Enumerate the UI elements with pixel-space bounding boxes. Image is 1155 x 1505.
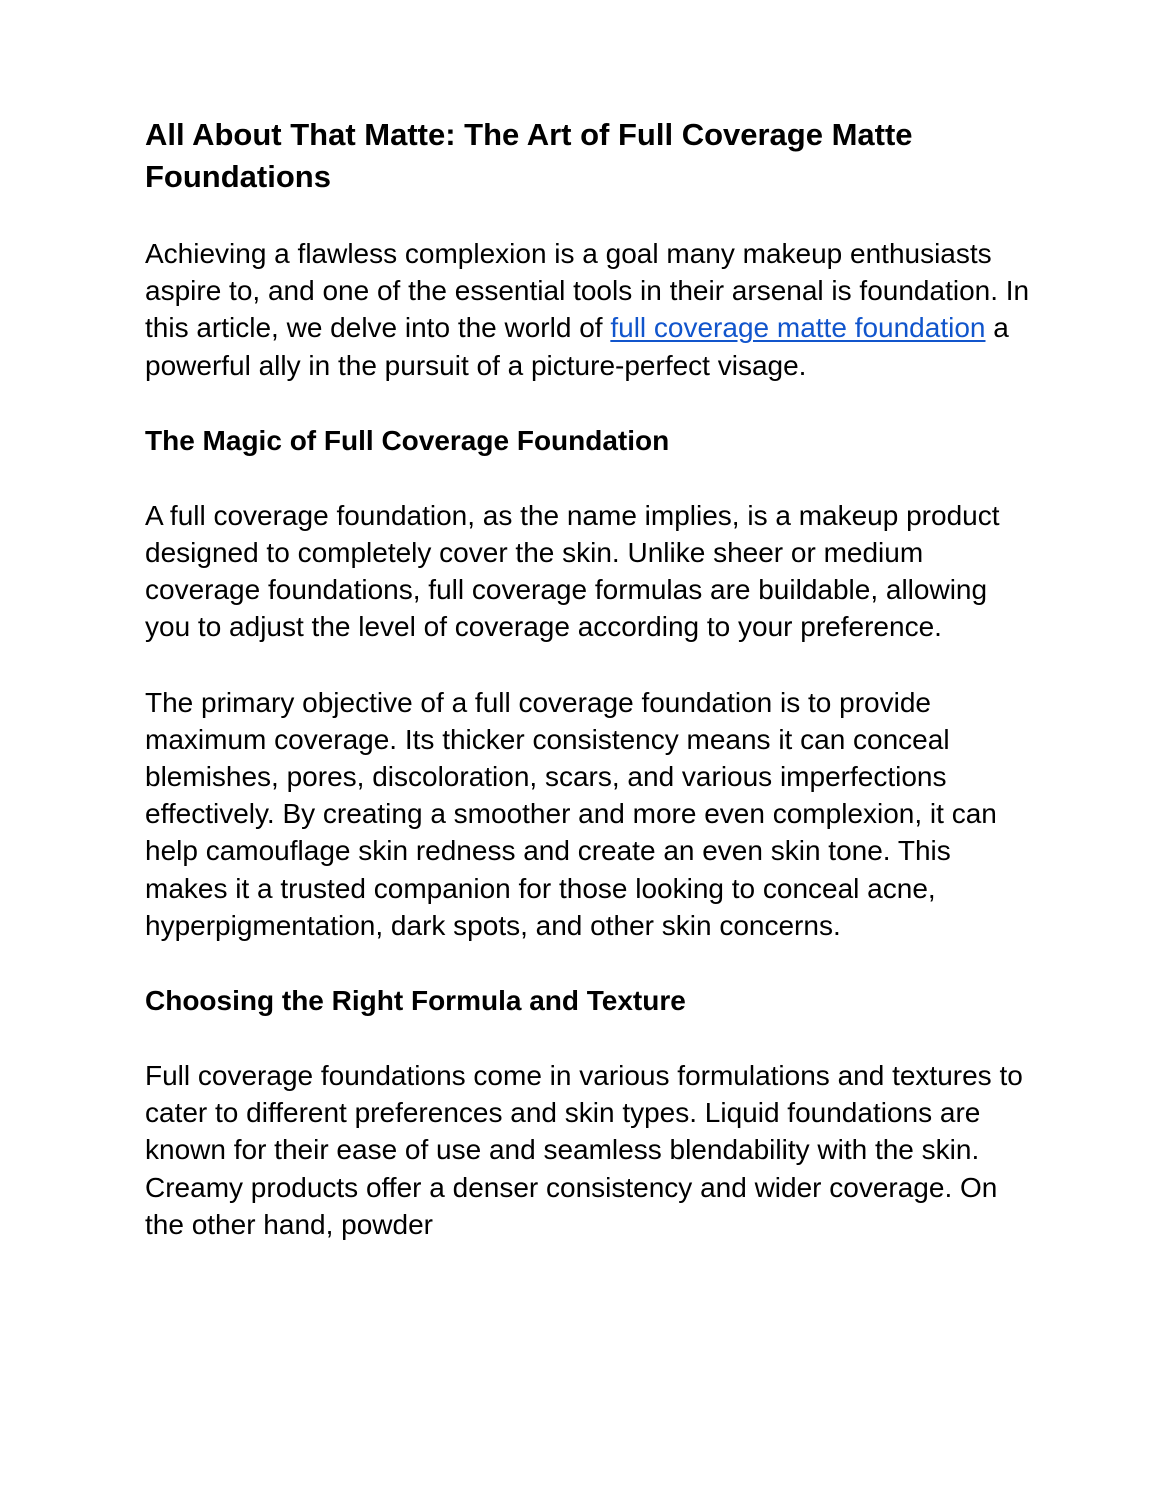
section-paragraph: A full coverage foundation, as the name implies, is a makeup product designed to completely cover the skin. Unlike sheer or medium coverage foundations, full coverage formulas are buildable, allowing you to adjust the level of coverage according to your preference. [145, 499, 1000, 643]
intro-text-after-link: a powerful ally in the pursuit of a picture-perfect visage. [145, 312, 1009, 381]
document-body [145, 114, 1035, 1243]
foundation-link[interactable]: full coverage matte foundation [610, 312, 986, 344]
page-title: All About That Matte: The Art of Full Coverage Matte Foundations [145, 117, 913, 194]
section-heading-choosing: Choosing the Right Formula and Texture [145, 985, 686, 1017]
section-paragraph: Full coverage foundations come in various formulations and textures to cater to different preferences and skin types. Liquid foundations are known for their ease of use and seamless blendability with the skin. Creamy products offer a denser consistency and wider coverage. On the other hand, powder [145, 1060, 1023, 1240]
section-heading-magic: The Magic of Full Coverage Foundation [145, 424, 670, 456]
intro-paragraph [145, 235, 1035, 384]
section-paragraph: The primary objective of a full coverage foundation is to provide maximum coverage. Its thicker consistency means it can conceal blemishes, pores, discoloration, scars, and various imperfections effectively. By creating a smoother and more even complexion, it can help camouflage skin redness and create an even skin tone. This makes it a trusted companion for those looking to conceal acne, hyperpigmentation, dark spots, and other skin concerns. [145, 686, 997, 941]
intro-text-before-link: Achieving a flawless complexion is a goal many makeup enthusiasts aspire to, and one of the essential tools in their arsenal is foundation. In this article, we delve into the world of [145, 238, 1030, 344]
